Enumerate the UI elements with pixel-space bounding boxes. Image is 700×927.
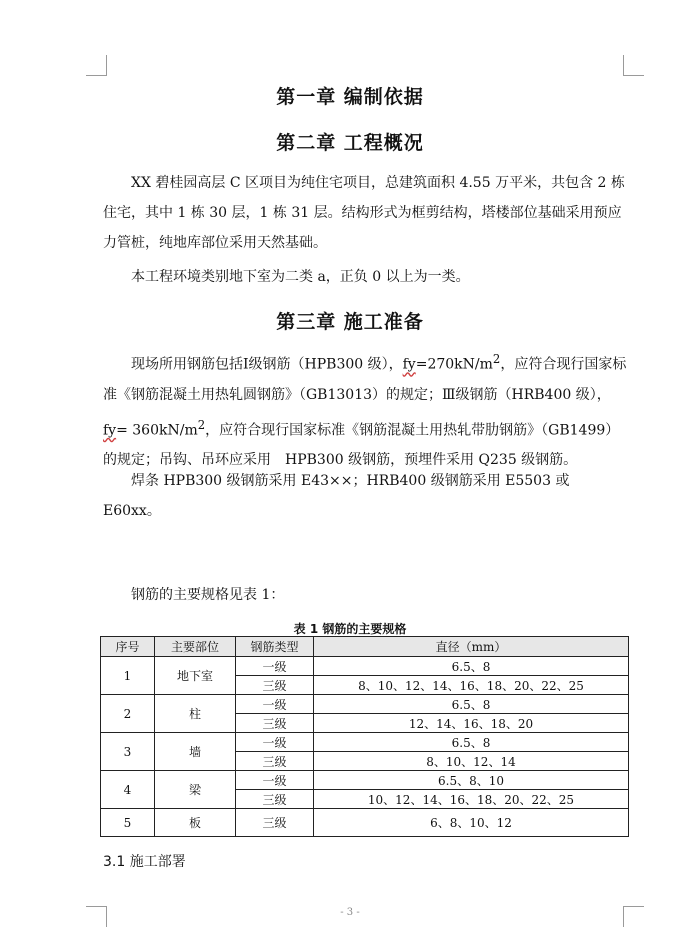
table-row <box>101 657 629 676</box>
rebar-text-c: ，应符合现行国家标准《钢筋混凝土用热轧圆钢筋》（GB13013）的规定；Ⅲ级钢筋（HRB400 级）， <box>103 356 627 403</box>
rebar-text-a: 现场所用钢筋包括Ⅰ级钢筋（HPB300 级）， <box>131 356 403 373</box>
cell-diameter: 8、10、12、14 <box>314 752 629 771</box>
cell-diameter: 6、8、10、12 <box>314 809 629 837</box>
cell-part: 柱 <box>155 695 236 733</box>
cell-type: 一级 <box>236 771 314 790</box>
table-row <box>101 809 629 837</box>
corner-mark-top-left <box>86 55 107 76</box>
cell-diameter: 6.5、8、10 <box>314 771 629 790</box>
cell-type: 三级 <box>236 790 314 809</box>
table-intro-paragraph: 钢筋的主要规格见表 1： <box>131 587 285 603</box>
electrode-paragraph: 焊条 HPB300 级钢筋采用 E43××；HRB400 级钢筋采用 E5503 或 E60xx。 <box>103 473 570 519</box>
cell-no: 4 <box>101 771 155 809</box>
square-superscript-1: 2 <box>492 352 501 366</box>
header-no: 序号 <box>101 637 155 657</box>
cell-type: 三级 <box>236 714 314 733</box>
header-type: 钢筋类型 <box>236 637 314 657</box>
section-heading: 3.1 施工部署 <box>103 854 186 870</box>
table-row <box>101 733 629 752</box>
cell-part: 墙 <box>155 733 236 771</box>
table-caption: 表 1 钢筋的主要规格 <box>293 622 407 636</box>
cell-no: 1 <box>101 657 155 695</box>
cell-type: 一级 <box>236 657 314 676</box>
cell-type: 三级 <box>236 809 314 837</box>
table-row <box>101 695 629 714</box>
cell-no: 3 <box>101 733 155 771</box>
cell-type: 一级 <box>236 695 314 714</box>
cell-diameter: 12、14、16、18、20 <box>314 714 629 733</box>
cell-no: 2 <box>101 695 155 733</box>
overview-paragraph-2: 本工程环境类别地下室为二类 a，正负 0 以上为一类。 <box>131 269 470 285</box>
header-diameter: 直径（mm） <box>314 637 629 657</box>
chapter-3-heading: 第三章 施工准备 <box>276 311 424 333</box>
page-number: - 3 - <box>340 907 360 918</box>
header-part: 主要部位 <box>155 637 236 657</box>
table-row <box>101 771 629 790</box>
cell-no: 5 <box>101 809 155 837</box>
cell-type: 一级 <box>236 733 314 752</box>
corner-mark-top-right <box>623 55 644 76</box>
cell-part: 板 <box>155 809 236 837</box>
chapter-1-heading: 第一章 编制依据 <box>276 86 424 108</box>
chapter-2-heading: 第二章 工程概况 <box>276 132 424 154</box>
rebar-text-e: ，应符合现行国家标准《钢筋混凝土用热轧带肋钢筋》（GB1499）的规定；吊钩、吊环应采用 HPB300 级钢筋，预埋件采用 Q235 级钢筋。 <box>103 422 620 469</box>
square-superscript-2: 2 <box>197 417 206 432</box>
rebar-paragraph <box>103 344 630 475</box>
cell-diameter: 6.5、8 <box>314 695 629 714</box>
cell-diameter: 10、12、14、16、18、20、22、25 <box>314 790 629 809</box>
fy-symbol-1: fy <box>402 356 416 373</box>
rebar-text-b: =270kN/m <box>415 356 493 373</box>
rebar-text-d: = 360kN/m <box>116 422 198 439</box>
rebar-spec-table <box>100 636 629 837</box>
cell-type: 三级 <box>236 752 314 771</box>
fy-symbol-2: fy <box>103 422 117 439</box>
overview-paragraph-1: XX 碧桂园高层 C 区项目为纯住宅项目，总建筑面积 4.55 万平米，共包含 2 栋住宅，其中 1 栋 30 层，1 栋 31 层。结构形式为框剪结构，塔楼部位基础采用预应力管桩，纯地库部位采用天然基础。 <box>103 175 625 251</box>
cell-diameter: 8、10、12、14、16、18、20、22、25 <box>314 676 629 695</box>
cell-diameter: 6.5、8 <box>314 733 629 752</box>
cell-part: 地下室 <box>155 657 236 695</box>
cell-type: 三级 <box>236 676 314 695</box>
cell-part: 梁 <box>155 771 236 809</box>
table-header-row <box>101 637 629 657</box>
cell-diameter: 6.5、8 <box>314 657 629 676</box>
